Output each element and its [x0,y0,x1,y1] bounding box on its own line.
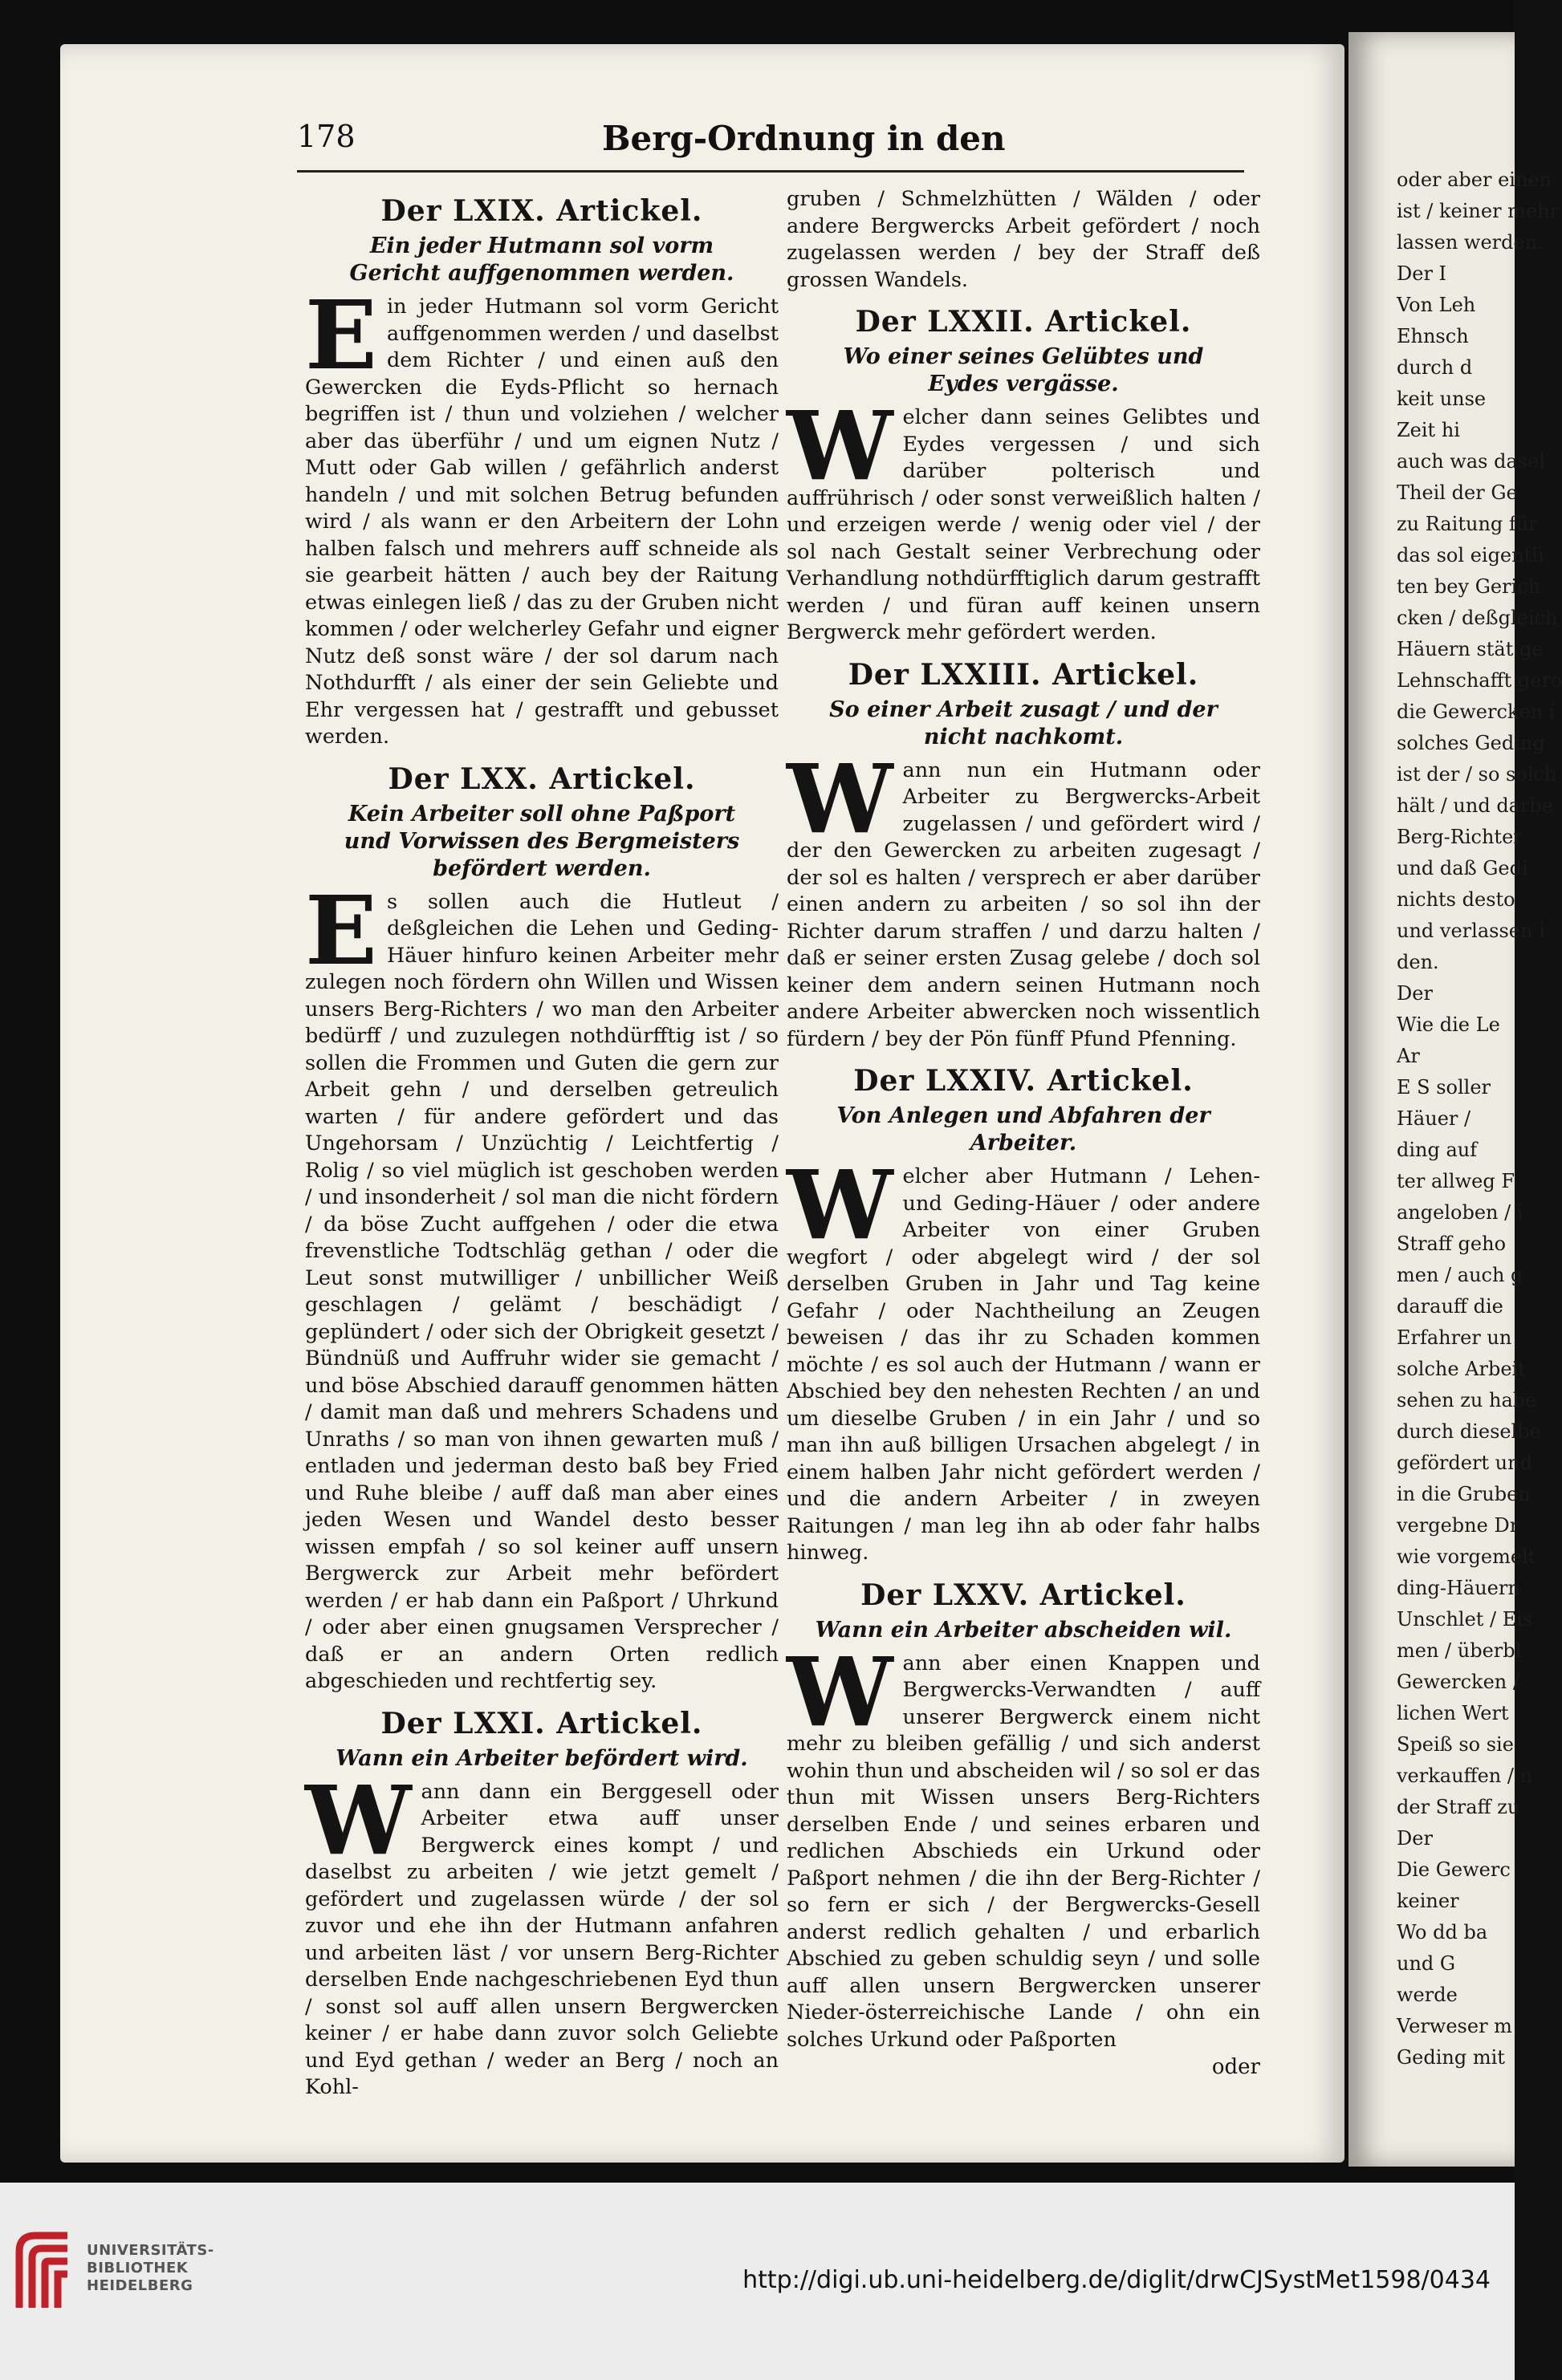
adjacent-page-line: ding auf [1397,1139,1478,1161]
running-title: Berg-Ordnung in den [602,119,1006,158]
article-text: Wann aber einen Knappen und Bergwercks-Verwandten / auff unserer Bergwerck einem nicht mehr zu bleiben gefällig / und sich anderst wohin thun und abscheiden wil / so sol er das thun mit Wissen unsers Berg-Richters derselben Ende / und seines erbaren und redlichen Abschieds ein Urkund oder Paßport nehmen / die ihn der Berg-Richter / so fern er sich / der Bergwercks-Gesell anderst redlich gehalten / und erbarlich Abschied zu geben schuldig seyn / und solle auff allen unsern Bergwercken unserer Nieder-österreichische Lande / ohn ein solches Urkund oder Paßporten [787,1635,1260,2052]
adjacent-page-line: Wie die Le [1397,1013,1500,1036]
article-lxxiv [787,1064,1260,1567]
adjacent-page-line: solches Geding [1397,732,1545,754]
adjacent-page-line: Die Gewerc [1397,1858,1511,1881]
adjacent-page-line: ist / keiner mehr [1397,200,1560,222]
adjacent-page-line: und daß Gedi [1397,857,1528,879]
permalink-url[interactable]: http://digi.ub.uni-heidelberg.de/diglit/drwCJSystMet1598/0434 [742,2266,1491,2294]
library-logo-icon [11,2228,77,2316]
article-lxix [305,194,779,751]
adjacent-page-line: lichen Wert [1397,1702,1509,1724]
adjacent-page-line: Wo dd ba [1397,1921,1488,1943]
article-heading: Der LXXV. Artickel. [860,1578,1186,1612]
article-subheading: So einer Arbeit zusagt / und der nicht nachkomt. [829,697,1218,749]
article-subheading: Von Anlegen und Abfahren der Arbeiter. [836,1103,1210,1155]
adjacent-page-line: sehen zu habe [1397,1389,1537,1411]
adjacent-page-line: Geding mit [1397,2046,1505,2069]
adjacent-page-line: die Gewercken i [1397,701,1556,723]
adjacent-page-line: lassen werden. [1397,231,1544,254]
article-text: Es sollen auch die Hutleut / deßgleichen die Lehen und Geding-Häuer hinfuro keinen Arbeiter mehr zulegen noch fördern ohn Willen und Wissen unsers Berg-Richters / wo man den Arbeiter bedürff / und zuzulegen nothdürfftig ist / so sollen die Frommen und Guten die gern zur Arbeit gehn / und derselben getreulich warten / für andere gefördert und das Ungehorsam / Unzüchtig / Leichtfertig / Rolig / so viel müglich ist geschoben werden / und insonderheit / sol man die nicht fördern / da böse Zucht auffgehen / oder die etwa frevenstliche Todtschläg gethan / oder die Leut sonst mutwilliger / unbillicher Weiß geschlagen / gelämt / beschädigt / geplündert / oder sich der Obrigkeit gesetzt / Bündnüß und Auffruhr wider sie gemacht / und böse Abschied darauff genommen hätten / damit man daß und mehrers Schadens und Unraths / so man von ihnen gewarten muß / entladen und jederman desto baß bey Fried und Ruhe bleibe / auff daß man aber eines jeden Wesen und Wandel desto besser wissen empfah / so sol keiner auff unsern Bergwerck zur Arbeit mehr befördert werden / er hab dann ein Paßport / Uhrkund / oder aber einen gnugsamen Versprecher / daß er an andern Orten redlich abgeschieden und rechtfertig sey. [305,874,779,1693]
adjacent-page-line: durch dieselbe [1397,1420,1541,1443]
adjacent-page-line: keit unse [1397,388,1487,410]
adjacent-page-line: das sol eigentli [1397,544,1544,567]
adjacent-page-line: zu Raitung für [1397,513,1538,535]
adjacent-page-line: Erfahrer un [1397,1326,1512,1349]
adjacent-page-line: Verweser m [1397,2015,1512,2037]
adjacent-page-line: und G [1397,1952,1456,1975]
adjacent-page-line: men / überbl [1397,1639,1522,1662]
adjacent-page-line: ter allweg F [1397,1170,1515,1192]
right-column [787,183,1260,2079]
institution-line: UNIVERSITÄTS- [87,2242,214,2259]
institution-line: BIBLIOTHEK [87,2260,189,2276]
adjacent-page-line: Der [1397,1827,1433,1850]
running-head [297,119,1300,167]
adjacent-page-line: darauff die [1397,1295,1503,1318]
institution-name [87,2242,214,2295]
adjacent-page-line: und verlassen i [1397,920,1545,942]
adjacent-page-line: vergebne Dr [1397,1514,1519,1537]
article-subheading: Wo einer seines Gelübtes und Eydes vergässe. [843,344,1204,396]
adjacent-page-line: durch d [1397,356,1473,379]
adjacent-page-line: Ehnsch [1397,325,1469,347]
article-subheading: Ein jeder Hutmann sol vorm Gericht auffgenommen werden. [349,234,734,286]
adjacent-page-line: werde [1397,1984,1458,2006]
adjacent-page-line: Unschlet / Eis [1397,1608,1533,1631]
article-text: Wann nun ein Hutmann oder Arbeiter zu Bergwercks-Arbeit zugelassen / und gefördert wird / der den Gewercken zu arbeiten zugesagt / der sol es halten / versprech er aber darüber einen andern zu arbeiten / so sol ihn der Richter darum straffen / und darzu halten / daß er seiner ersten Zusag gelebe / doch sol keiner dem andern seinen Hutmann noch andere Arbeiter abwercken noch wissentlich fürdern / bey der Pön fünff Pfund Pfenning. [787,742,1260,1051]
adjacent-page-line: E S soller [1397,1076,1491,1099]
article-text: Ein jeder Hutmann sol vorm Gericht auffgenommen werden / und daselbst dem Richter / und einen auß den Gewercken die Eyds-Pflicht so hernach begriffen ist / thun und volziehen / welcher aber das überführ / und um eignen Nutz / Mutt oder Gab willen / gefährlich anderst handeln / und mit solchen Betrug befunden wird / als wann er den Arbeitern der Lohn halben falsch und mehrers auff schneide als sie gearbeit hätten / auch bey der Raitung etwas einlegen ließ / das zu der Gruben nicht kommen / oder welcherley Gefahr und eigner Nutz deß sonst wäre / der sol darum nach Nothdurfft / als einer der sein Geliebte und Ehr vergessen hat / gestrafft und gebusset werden. [305,279,779,749]
adjacent-page-line: Der [1397,982,1433,1005]
adjacent-page-line: Häuer / [1397,1107,1471,1130]
adjacent-page-line: angeloben / i [1397,1201,1523,1224]
article-lxxv [787,1578,1260,2054]
article-continuation [787,186,1260,294]
article-lxx [305,762,779,1696]
article-text: Welcher dann seines Gelibtes und Eydes vergessen / und sich darüber polterisch und auffrührisch / oder sonst verweißlich halten / und erzeigen werde / wenig oder viel / der sol nach Gestalt seiner Verbrechung oder Verhandlung nothdürfftiglich darum gestrafft werden / und füran auff keinen unsern Bergwerck mehr gefördert werden. [787,390,1260,644]
adjacent-page-line: cken / deßgleich [1397,607,1558,629]
article-subheading: Wann ein Arbeiter befördert wird. [336,1745,748,1771]
adjacent-page-line: Speiß so sie [1397,1733,1514,1756]
adjacent-page-line: Lehnschafft gero [1397,669,1562,692]
article-text: Welcher aber Hutmann / Lehen- und Geding-Häuer / oder andere Arbeiter von einer Gruben wegfort / oder abgelegt wird / der sol derselben Gruben in Jahr und Tag keine Gefahr / oder Nachtheilung an Zeugen beweisen / das ihr zu Schaden kommen möchte / es sol auch der Hutmann / wann er Abschied bey den nehesten Rechten / an und um dieselbe Gruben / in ein Jahr / und so man ihn auß billigen Ursachen abgelegt / in einem halben Jahr nicht gefördert werden / und die andern Arbeiter / in zweyen Raitungen / man leg ihn ab oder fahr halbs hinweg. [787,1149,1260,1565]
article-heading: Der LXXII. Artickel. [855,305,1192,339]
adjacent-page-line: gefördert und [1397,1452,1532,1474]
article-heading: Der LXXIII. Artickel. [848,657,1199,692]
adjacent-page-line: nichts desto [1397,888,1515,911]
adjacent-page-line: hält / und darbe [1397,794,1554,817]
article-heading: Der LXXIV. Artickel. [853,1064,1194,1098]
page-number: 178 [297,119,356,154]
adjacent-page-line: ten bey Gerich [1397,575,1541,598]
adjacent-page-line: in die Gruben [1397,1483,1531,1505]
adjacent-page-line: Zeit hi [1397,419,1460,441]
adjacent-page-line: den. [1397,951,1439,973]
adjacent-page-line: solche Arbeit [1397,1358,1526,1380]
adjacent-page-line: Straff geho [1397,1233,1507,1255]
article-heading: Der LXXI. Artickel. [380,1706,703,1740]
article-subheading: Kein Arbeiter soll ohne Paßport und Vorwissen des Bergmeisters befördert werden. [344,801,740,881]
adjacent-page-line: der Straff zu [1397,1796,1520,1818]
adjacent-page-line: men / auch g [1397,1264,1523,1286]
adjacent-page-line: ding-Häuern [1397,1577,1520,1599]
adjacent-page-line: keiner [1397,1890,1459,1912]
left-column [305,183,779,2102]
adjacent-page-line: Der I [1397,262,1447,285]
adjacent-page-line: auch was dasel [1397,450,1545,473]
adjacent-page-edge [1348,32,1562,2167]
article-heading: Der LXIX. Artickel. [380,194,703,228]
adjacent-page-line: verkauffen / n [1397,1765,1533,1787]
catchword: oder [1211,2055,1260,2079]
adjacent-page-line: Theil der Ge [1397,481,1518,504]
viewer-footer [0,2183,1515,2380]
adjacent-page-line: Gewercken / [1397,1671,1519,1693]
adjacent-page-line: Von Leh [1397,294,1476,316]
article-heading: Der LXX. Artickel. [388,762,696,796]
adjacent-page-line: ist der / so solch [1397,763,1557,786]
article-lxxiii [787,658,1260,1054]
institution-line: HEIDELBERG [87,2277,193,2294]
article-lxxi [305,1707,779,2102]
adjacent-page-line: Berg-Richter [1397,826,1523,848]
adjacent-page-line: Ar [1397,1045,1420,1067]
header-rule [297,170,1244,173]
article-subheading: Wann ein Arbeiter abscheiden wil. [815,1617,1232,1643]
article-text: Wann dann ein Berggesell oder Arbeiter etwa auff unser Bergwerck eines kompt / und daselbst zu arbeiten / wie jetzt gemelt / gefördert und zugelassen würde / der sol zuvor und ehe ihn der Hutmann anfahren und arbeiten läst / vor unsern Berg-Richter derselben Ende nachgeschriebenen Eyd thun / sonst sol auff allen unsern Bergwercken keiner / er habe dann zuvor solch Geliebte und Eyd gethan / weder an Berg / noch an Kohl- [305,1764,779,2099]
adjacent-page-line: Häuern stät ge [1397,638,1544,660]
adjacent-page-line: oder aber einen [1397,169,1552,191]
article-text: gruben / Schmelzhütten / Wälden / oder andere Bergwercks Arbeit gefördert / noch zugelassen werden / bey der Straff deß grossen Wandels. [787,187,1260,292]
article-lxxii [787,305,1260,647]
adjacent-page-line: wie vorgemelt [1397,1545,1536,1568]
